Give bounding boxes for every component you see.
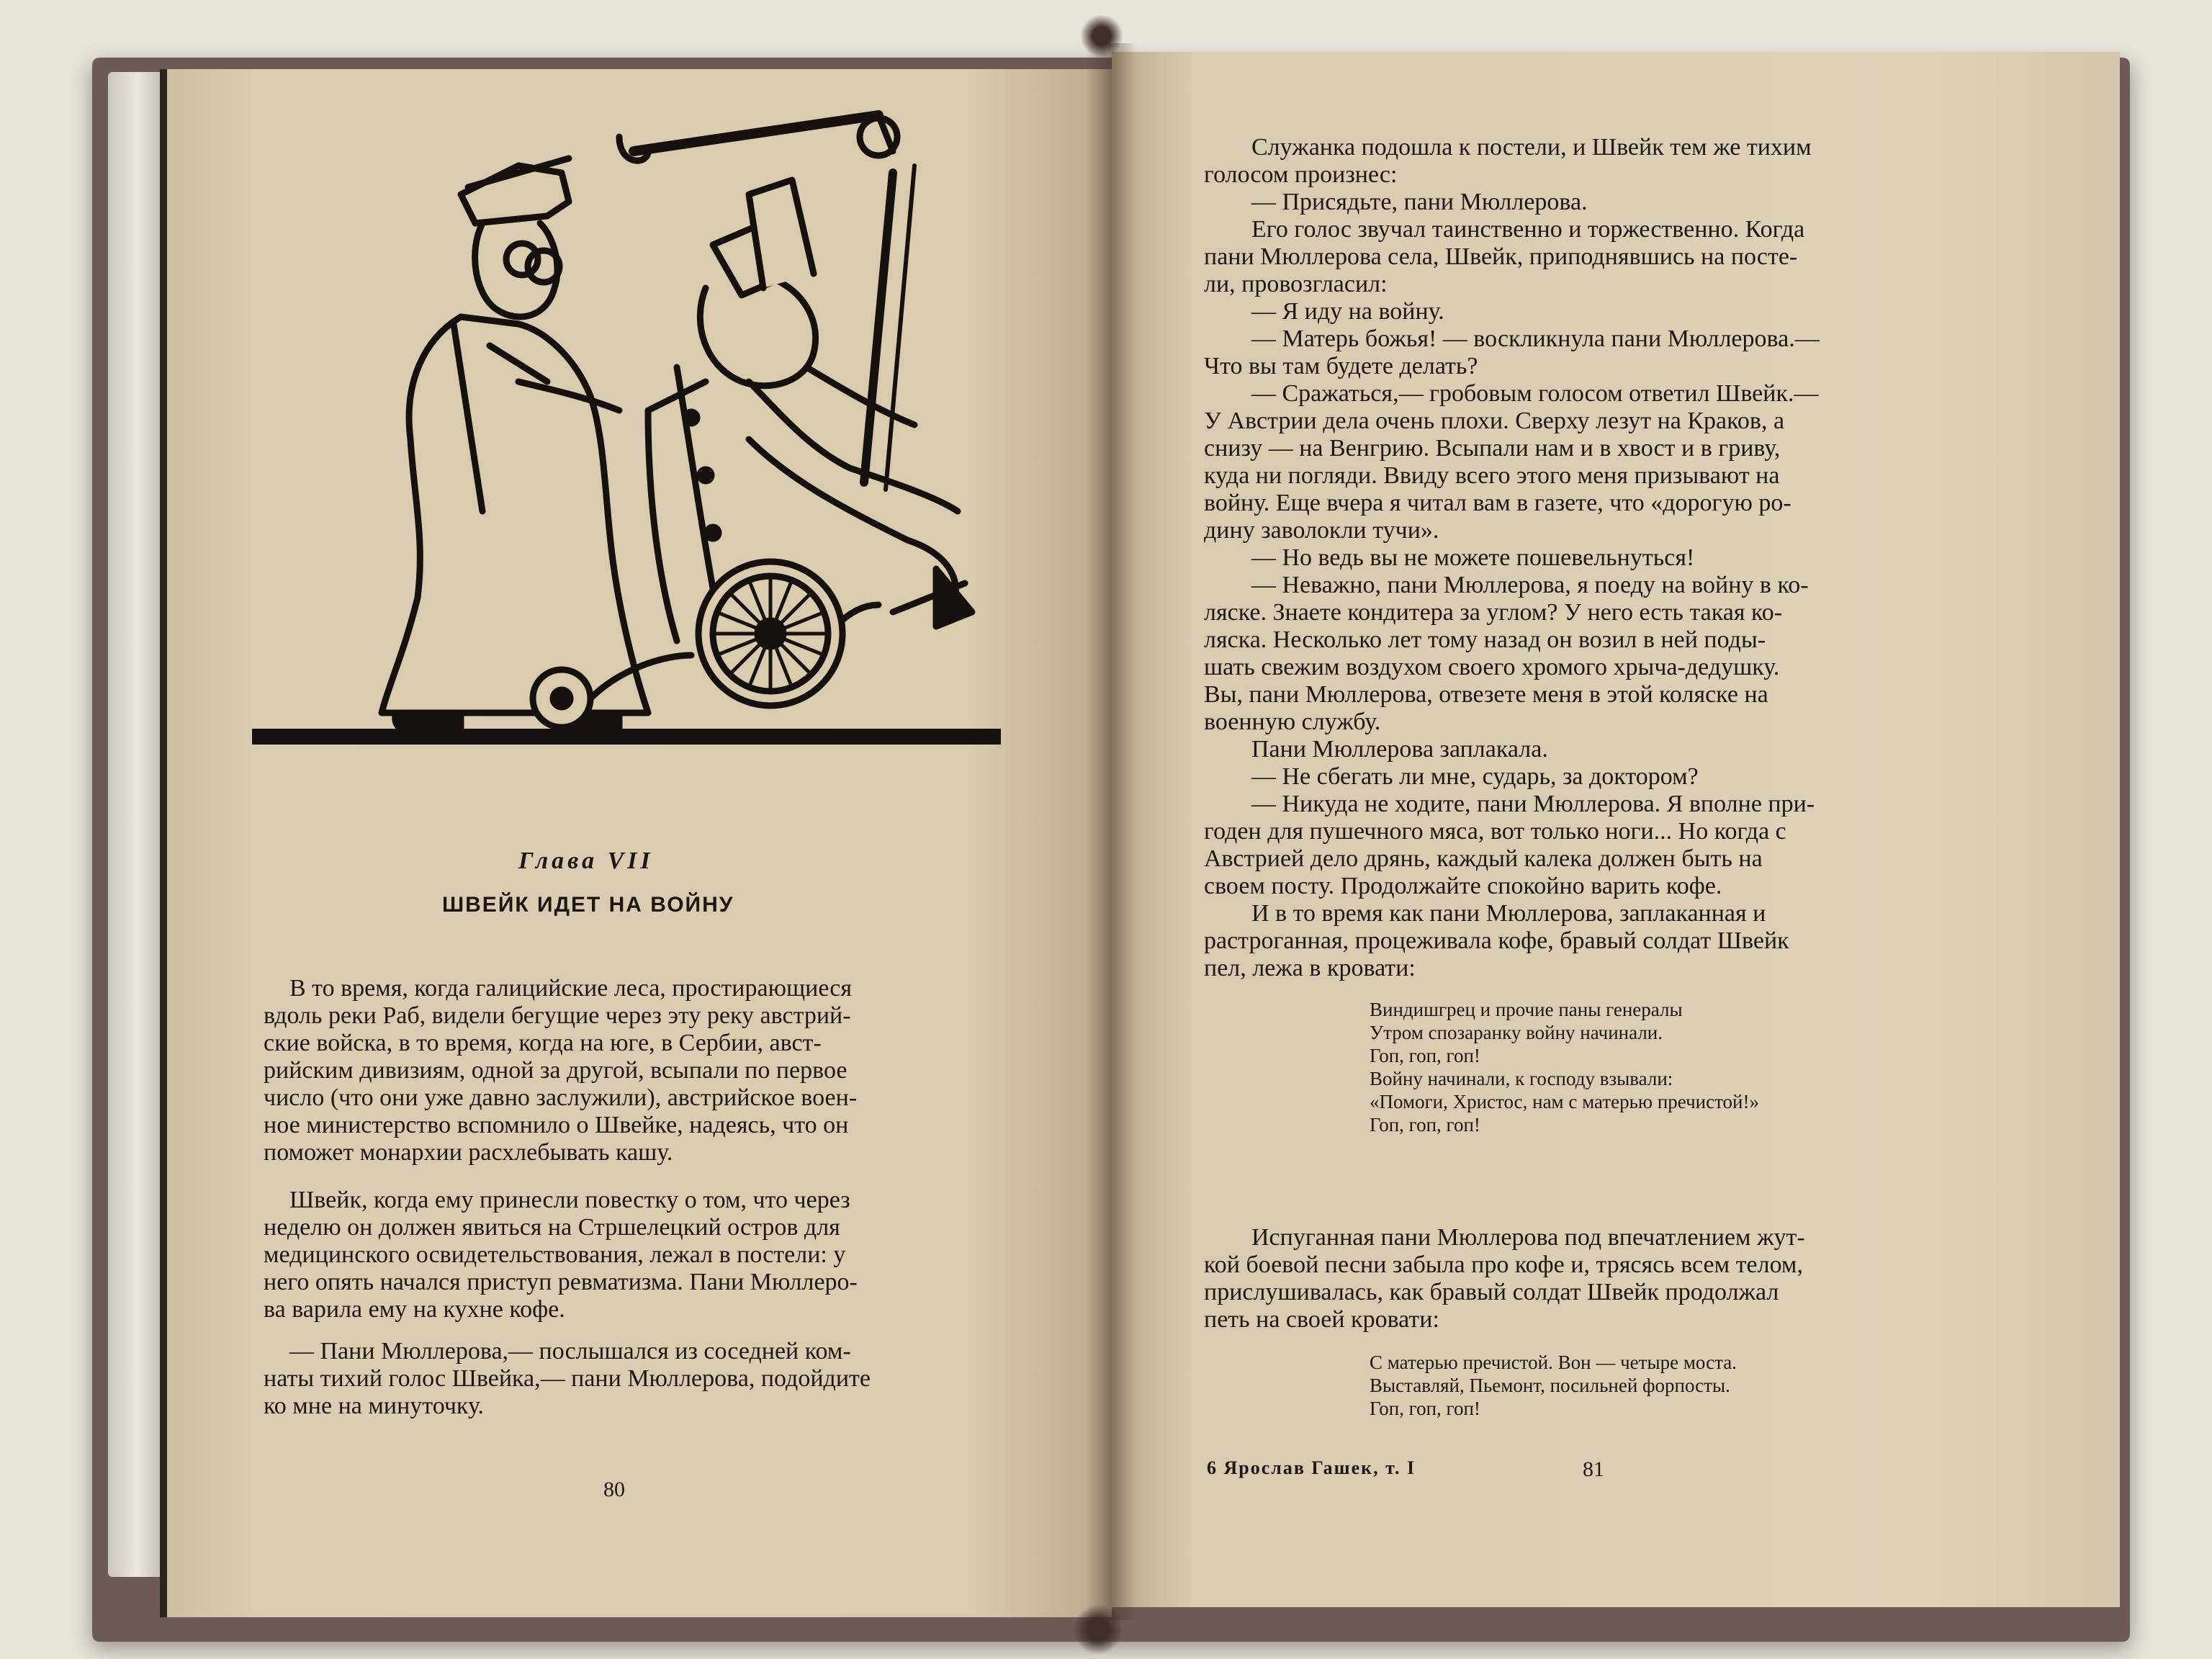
verse-line: Виндишгрец и прочие паны генералы <box>1370 999 1683 1020</box>
right-line: своем посту. Продолжайте спокойно варить кофе. <box>1204 873 1722 899</box>
right-line: Австрией дело дрянь, каждый калека должен быть на <box>1204 845 1763 872</box>
right-line: пани Мюллерова села, Швейк, приподнявшись на посте- <box>1204 243 1798 270</box>
book-gutter <box>1086 43 1136 1620</box>
verse-line: Войну начинали, к господу взывали: <box>1370 1068 1673 1089</box>
right-line: Вы, пани Мюллерова, отвезете меня в этой коляске на <box>1204 681 1768 708</box>
left-line: ко мне на минуточку. <box>264 1393 485 1419</box>
right-line: пел, лежа в кровати: <box>1204 955 1416 981</box>
footer-signature: 6 Ярослав Гашек, т. I <box>1207 1457 1416 1478</box>
wheelchair-crutch-illustration-icon <box>245 108 1008 770</box>
right-line: Что вы там будете делать? <box>1204 353 1478 379</box>
right-line: — Не сбегать ли мне, сударь, за доктором? <box>1251 763 1699 790</box>
chapter-number: Глава VII <box>518 848 654 874</box>
right-line: — Но ведь вы не можете пошевельнуться! <box>1251 544 1695 571</box>
right-line: У Австрии дела очень плохи. Сверху лезут на Краков, а <box>1204 408 1785 434</box>
right-line: петь на своей кровати: <box>1204 1306 1439 1333</box>
chapter-title: ШВЕЙК ИДЕТ НА ВОЙНУ <box>442 893 734 917</box>
right-line: ляске. Знаете кондитера за углом? У него есть такая ко- <box>1204 599 1783 626</box>
right-line: Служанка подошла к постели, и Швейк тем же тихим <box>1251 134 1812 161</box>
right-line: шать свежим воздухом своего хромого хрыча-дедушку. <box>1204 654 1780 680</box>
right-line: Пани Мюллерова заплакала. <box>1251 736 1548 763</box>
right-line: голосом произнес: <box>1204 161 1398 188</box>
verse-line: Выставляй, Пьемонт, посильней форпосты. <box>1370 1375 1730 1396</box>
left-line: медицинского освидетельствования, лежал в постели: у <box>264 1241 846 1268</box>
left-line: ное министерство вспомнило о Швейке, надеясь, что он <box>264 1112 849 1138</box>
right-line: прислушивалась, как бравый солдат Швейк продолжал <box>1204 1279 1779 1305</box>
left-line: поможет монархии расхлебывать кашу. <box>264 1139 673 1166</box>
verse-line: Гоп, гоп, гоп! <box>1370 1398 1480 1419</box>
book-spine-edge <box>108 72 166 1577</box>
right-line: растроганная, процеживала кофе, бравый солдат Швейк <box>1204 927 1789 954</box>
left-line: рийским дивизиям, одной за другой, всыпали по первое <box>264 1057 848 1084</box>
verse-line: Гоп, гоп, гоп! <box>1370 1114 1480 1136</box>
right-line: куда ни погляди. Ввиду всего этого меня призывают на <box>1204 462 1780 489</box>
page-number-right: 81 <box>1583 1457 1604 1481</box>
binding-thread-bottom <box>1073 1604 1123 1655</box>
verse-line: «Помоги, Христос, нам с матерью пречистой!» <box>1370 1091 1759 1112</box>
right-line: военную службу. <box>1204 709 1381 735</box>
right-line: И в то время как пани Мюллерова, заплаканная и <box>1251 900 1766 927</box>
right-line: дину заволокли тучи». <box>1204 517 1439 544</box>
left-line: Швейк, когда ему принесли повестку о том, что через <box>289 1187 850 1213</box>
left-line: ва варила ему на кухне кофе. <box>264 1296 565 1323</box>
right-line: — Неважно, пани Мюллерова, я поеду на войну в ко- <box>1251 572 1809 598</box>
verse-line: С матерью пречистой. Вон — четыре моста. <box>1370 1352 1737 1373</box>
right-line: ли, провозгласил: <box>1204 271 1388 297</box>
right-line: снизу — на Венгрию. Всыпали нам и в хвост и в гриву, <box>1204 435 1781 462</box>
right-line: ляска. Несколько лет тому назад он возил в ней поды- <box>1204 626 1766 653</box>
page-number-left: 80 <box>603 1478 625 1501</box>
left-line: ские войска, в то время, когда на юге, в Сербии, авст- <box>264 1030 822 1056</box>
right-line: — Никуда не ходите, пани Мюллерова. Я вполне при- <box>1251 791 1815 817</box>
left-line: него опять начался приступ ревматизма. Пани Мюллеро- <box>264 1269 858 1295</box>
left-line: число (что они уже давно заслужили), австрийское воен- <box>264 1084 858 1111</box>
right-line: — Матерь божья! — воскликнула пани Мюллерова.— <box>1251 325 1820 352</box>
right-line: Испуганная пани Мюллерова под впечатлением жут- <box>1251 1224 1805 1251</box>
left-line: — Пани Мюллерова,— послышался из соседней ком- <box>289 1338 851 1364</box>
right-line: — Присядьте, пани Мюллерова. <box>1251 189 1588 215</box>
verse-line: Утром спозаранку войну начинали. <box>1370 1022 1663 1043</box>
verse-line: Гоп, гоп, гоп! <box>1370 1045 1480 1066</box>
right-line: Его голос звучал таинственно и торжественно. Когда <box>1251 216 1805 243</box>
right-line: войну. Еще вчера я читал вам в газете, что «дорогую ро- <box>1204 490 1791 516</box>
right-line: годен для пушечного мяса, вот только ноги... Но когда с <box>1204 818 1786 845</box>
left-line: вдоль реки Раб, видели бегущие через эту реку австрий- <box>264 1002 851 1029</box>
binding-thread-top <box>1080 14 1123 58</box>
right-line: кой боевой песни забыла про кофе и, трясясь всем телом, <box>1204 1251 1803 1278</box>
left-line: неделю он должен явиться на Стршелецкий остров для <box>264 1214 840 1241</box>
left-line: В то время, когда галицийские леса, простирающиеся <box>289 975 853 1002</box>
left-line: наты тихий голос Швейка,— пани Мюллерова, подойдите <box>264 1365 871 1392</box>
right-line: — Сражаться,— гробовым голосом ответил Швейк.— <box>1251 380 1819 407</box>
right-line: — Я иду на войну. <box>1251 298 1444 325</box>
